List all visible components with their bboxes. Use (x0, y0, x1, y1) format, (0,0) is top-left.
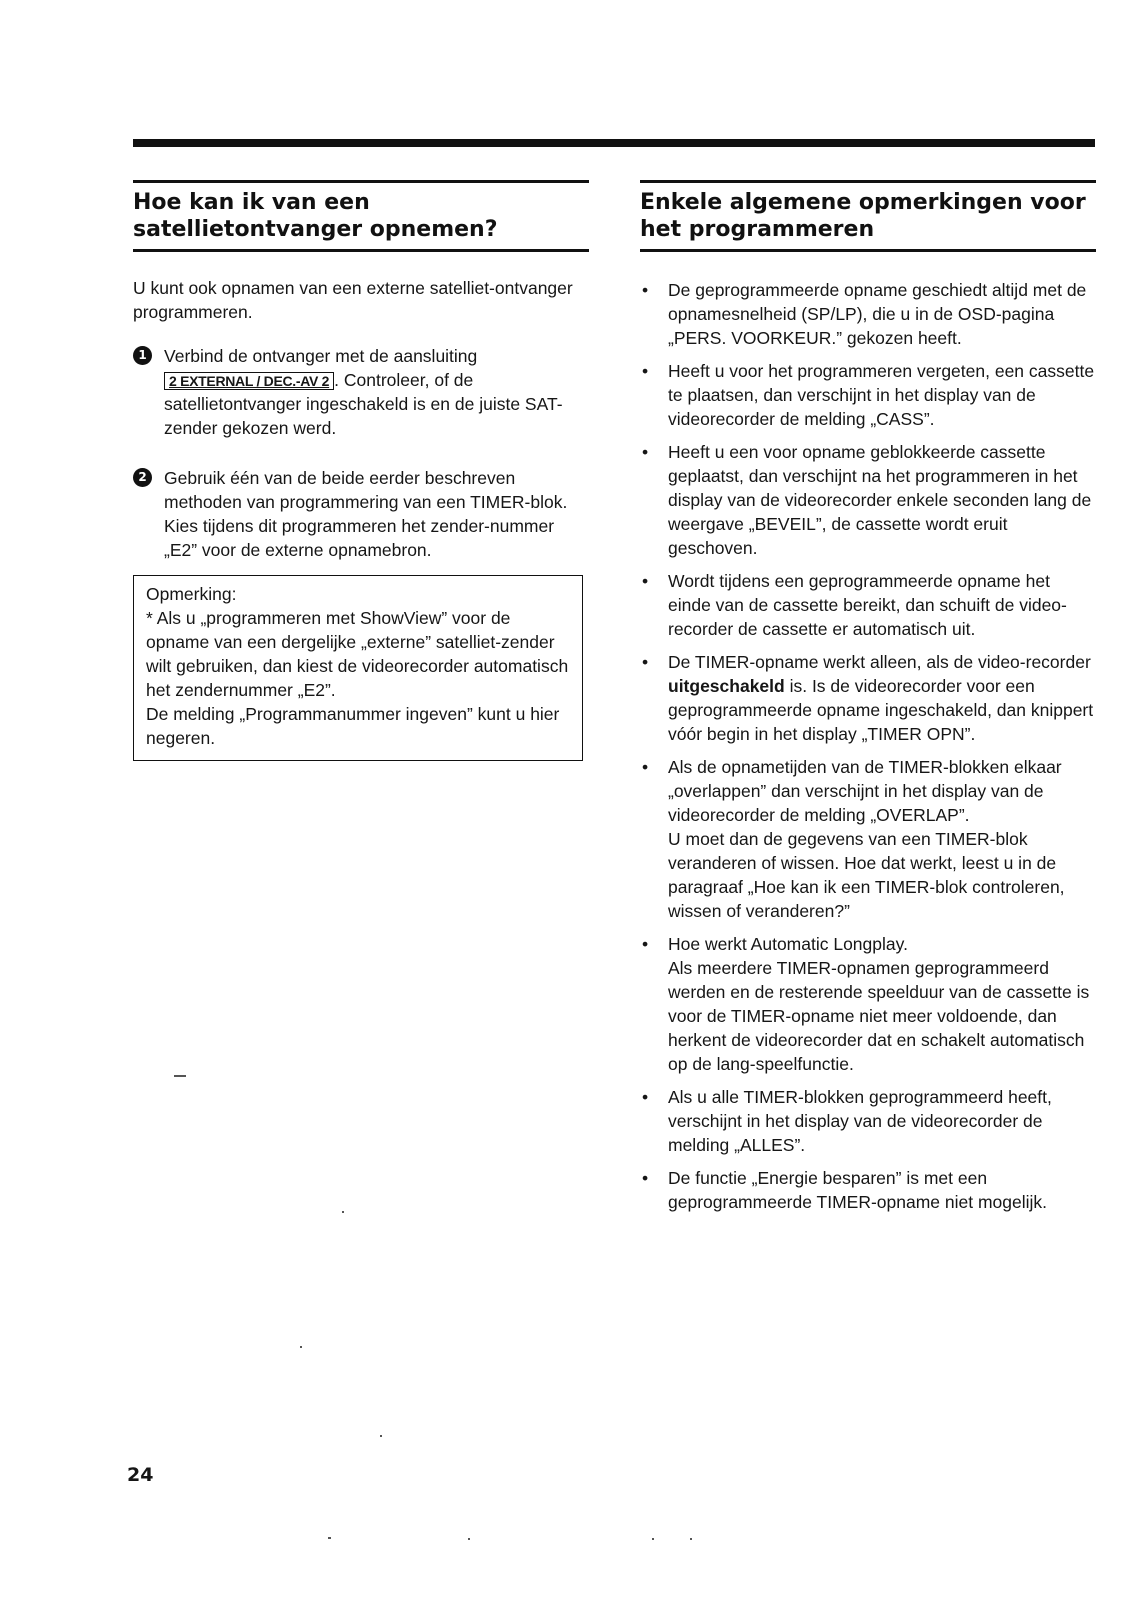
list-item (640, 440, 1096, 560)
bullet-icon: • (642, 1168, 649, 1188)
heading-rule-bottom (133, 249, 589, 252)
note-line-1: * Als u „programmeren met ShowView” voor de opname van een dergelijke „externe” satelliet-zender wilt gebruiken, dan kiest de videorecorder automatisch het zendernummer „E2”. (146, 608, 569, 700)
heading-line-1: Hoe kan ik van een (133, 190, 370, 215)
bullet-icon: • (642, 280, 649, 300)
bullet-icon: • (642, 934, 649, 954)
list-item (640, 278, 1096, 350)
page-number: 24 (127, 1464, 154, 1486)
scan-speck (690, 1538, 692, 1540)
list-item-text: Heeft u voor het programmeren vergeten, een cassette te plaatsen, dan verschijnt in het display van de videorecorder de melding „CASS”. (668, 361, 1095, 429)
step-1-text-end: . Controleer, of de satellietontvanger ingeschakeld is en de juiste SAT-zender gekozen werd. (164, 370, 563, 438)
list-item-text: Als de opnametijden van de TIMER-blokken elkaar „overlappen” dan verschijnt in het display van de videorecorder de melding „OVERLAP”. (668, 757, 1062, 825)
note-box (133, 575, 583, 761)
step-1 (133, 344, 589, 440)
bullet-icon: • (642, 652, 649, 672)
scan-speck (342, 1211, 344, 1213)
top-rule (133, 139, 1095, 147)
right-column (640, 180, 1096, 1223)
heading-rule-top (133, 180, 589, 183)
note-title: Opmerking: (146, 584, 237, 604)
bullet-icon: • (642, 1087, 649, 1107)
heading-line-1: Enkele algemene opmerkingen voor (640, 190, 1086, 215)
heading-rule-top (640, 180, 1096, 183)
socket-label: 2 EXTERNAL / DEC.-AV 2 (164, 372, 334, 390)
step-2 (133, 466, 589, 562)
list-item-text: U moet dan de gegevens van een TIMER-blok veranderen of wissen. Hoe dat werkt, leest u in de paragraaf „Hoe kan ik een TIMER-blok controleren, wissen of veranderen?” (668, 829, 1065, 921)
heading-line-2: satellietontvanger opnemen? (133, 217, 498, 242)
list-item-text: Als u alle TIMER-blokken geprogrammeerd heeft, verschijnt in het display van de videorecorder de melding „ALLES”. (668, 1087, 1052, 1155)
intro-paragraph: U kunt ook opnamen van een externe satelliet-ontvanger programmeren. (133, 278, 573, 322)
left-column (133, 180, 589, 761)
list-item-text: De functie „Energie besparen” is met een geprogrammeerde TIMER-opname niet mogelijk. (668, 1168, 1048, 1212)
remarks-list (640, 278, 1096, 1214)
scan-speck (652, 1538, 654, 1540)
scan-speck (174, 1075, 186, 1077)
scan-speck (468, 1538, 470, 1540)
list-item-text-end: is. Is de videorecorder voor een geprogrammeerde opname ingeschakeld, dan knippert vóór begin in het display „TIMER OPN”. (668, 676, 1094, 744)
list-item (640, 1085, 1096, 1157)
list-item-text: Als meerdere TIMER-opnamen geprogrammeerd werden en de resterende speelduur van de cassette is voor de TIMER-opname niet meer voldoende, dan herkent de videorecorder dat en schakelt automatisch op de lang-speelfunctie. (668, 958, 1090, 1074)
heading-rule-bottom (640, 249, 1096, 252)
bullet-icon: • (642, 757, 649, 777)
section-heading (640, 189, 1096, 243)
bullet-icon: • (642, 571, 649, 591)
step-1-text-start: Verbind de ontvanger met de aansluiting (164, 346, 478, 366)
list-item-text: Wordt tijdens een geprogrammeerde opname het einde van de cassette bereikt, dan schuift de video-recorder de cassette er automatisch uit. (668, 571, 1067, 639)
step-number-badge: 1 (133, 346, 152, 365)
list-item-text-start: De TIMER-opname werkt alleen, als de video-recorder (668, 652, 1091, 672)
heading-line-2: het programmeren (640, 217, 875, 242)
list-item-text: Heeft u een voor opname geblokkeerde cassette geplaatst, dan verschijnt na het programmeren in het display van de videorecorder enkele seconden lang de weergave „BEVEIL”, de cassette wordt eruit geschoven. (668, 442, 1092, 558)
scan-speck (300, 1346, 302, 1348)
scan-speck (328, 1537, 331, 1539)
scan-speck (380, 1435, 382, 1437)
bullet-icon: • (642, 442, 649, 462)
note-line-2: De melding „Programmanummer ingeven” kunt u hier negeren. (146, 704, 560, 748)
step-2-text: Gebruik één van de beide eerder beschreven methoden van programmering van een TIMER-blok. Kies tijdens dit programmeren het zender-nummer „E2” voor de externe opnamebron. (164, 468, 568, 560)
list-item (640, 1166, 1096, 1214)
list-item-text: Hoe werkt Automatic Longplay. (668, 934, 908, 954)
list-item (640, 755, 1096, 923)
bullet-icon: • (642, 361, 649, 381)
list-item (640, 650, 1096, 746)
list-item (640, 932, 1096, 1076)
list-item-emphasis: uitgeschakeld (668, 676, 785, 696)
list-item (640, 359, 1096, 431)
list-item (640, 569, 1096, 641)
list-item-text: De geprogrammeerde opname geschiedt altijd met de opnamesnelheid (SP/LP), die u in de OSD-pagina „PERS. VOORKEUR.” gekozen heeft. (668, 280, 1087, 348)
step-number-badge: 2 (133, 468, 152, 487)
section-heading (133, 189, 589, 243)
